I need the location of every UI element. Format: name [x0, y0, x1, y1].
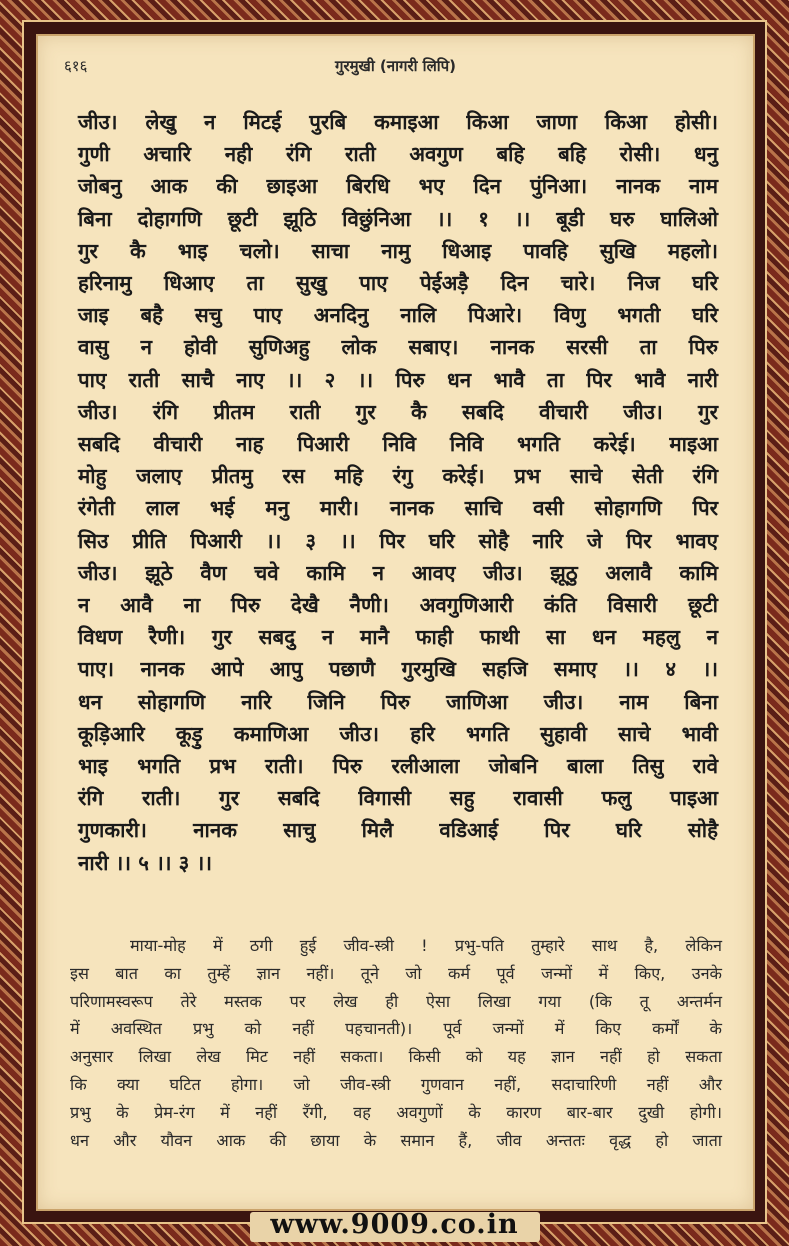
translation-line: में अवस्थित प्रभु को नहीं पहचानती)। पूर्व जन्मों में किए कर्मों के	[70, 1019, 722, 1039]
translation-line: धन और यौवन आक की छाया के समान हैं, जीव अन्ततः वृद्ध हो जाता	[70, 1130, 722, 1150]
page-title: गुरमुखी (नागरी लिपि)	[335, 57, 456, 75]
gurbani-line: जाइ बहै सचु पाए अनदिनु नालि पिआरे। विणु भगती घरि	[78, 303, 718, 328]
gurbani-line: जीउ। रंगि प्रीतम राती गुर कै सबदि वीचारी जीउ। गुर	[78, 399, 718, 424]
gurbani-line: नारी ।। ५ ।। ३ ।।	[78, 850, 213, 875]
gurbani-line: कूड़िआरि कूड़ु कमाणिआ जीउ। हरि भगति सुहावी साचे भावी	[78, 721, 718, 746]
gurbani-text	[78, 106, 718, 879]
gurbani-line: मोहु जलाए प्रीतमु रस महि रंगु करेई। प्रभ साचे सेती रंगि	[78, 464, 718, 489]
gurbani-line: पाए। नानक आपे आपु पछाणै गुरमुखि सहजि समाए ।। ४ ।।	[78, 657, 718, 682]
gurbani-line: गुणकारी। नानक साचु मिलै वडिआई पिर घरि सोहै	[78, 818, 718, 843]
gurbani-line: गुणी अचारि नही रंगि राती अवगुण बहि बहि रोसी। धनु	[78, 142, 718, 167]
gurbani-line: हरिनामु धिआए ता सुखु पाए पेईअड़ै दिन चारे। निज घरि	[78, 271, 718, 296]
page-number: ६१६	[64, 57, 88, 75]
translation-line: कि क्या घटित होगा। जो जीव-स्त्री गुणवान नहीं, सदाचारिणी नहीं और	[70, 1074, 722, 1094]
page-header	[64, 56, 727, 78]
translation-line: प्रभु के प्रेम-रंग में नहीं रँगी, वह अवगुणों के कारण बार-बार दुखी होगी।	[70, 1102, 722, 1122]
translation-line: अनुसार लिखा लेख मिट नहीं सकता। किसी को यह ज्ञान नहीं हो सकता	[70, 1047, 722, 1067]
gurbani-line: सिउ प्रीति पिआरी ।। ३ ।। पिर घरि सोहै नारि जे पिर भावए	[78, 528, 718, 553]
gurbani-line: सबदि वीचारी नाह पिआरी निवि निवि भगति करेई। माइआ	[78, 432, 718, 457]
gurbani-line: धन सोहागणि नारि जिनि पिरु जाणिआ जीउ। नाम बिना	[78, 689, 718, 714]
translation-line: परिणामस्वरूप तेरे मस्तक पर लेख ही ऐसा लिखा गया (कि तू अन्तर्मन	[70, 991, 722, 1011]
gurbani-line: विधण रैणी। गुर सबदु न मानै फाही फाथी सा धन महलु न	[78, 625, 718, 650]
gurbani-line: रंगेती लाल भई मनु मारी। नानक साचि वसी सोहागणि पिर	[78, 496, 718, 521]
gurbani-line: न आवै ना पिरु देखै नैणी। अवगुणिआरी कंति विसारी छूटी	[78, 593, 718, 618]
gurbani-line: रंगि राती। गुर सबदि विगासी सहु रावासी फलु पाइआ	[78, 786, 718, 811]
gurbani-line: पाए राती साचै नाए ।। २ ।। पिरु धन भावै ता पिर भावै नारी	[78, 367, 718, 392]
translation-line: इस बात का तुम्हें ज्ञान नहीं। तूने जो कर्म पूर्व जन्मों में किए, उनके	[70, 963, 722, 983]
gurbani-line: वासु न होवी सुणिअहु लोक सबाए। नानक सरसी ता पिरु	[78, 335, 718, 360]
gurbani-line: जीउ। लेखु न मिटई पुरबि कमाइआ किआ जाणा किआ होसी।	[78, 110, 718, 134]
gurbani-line: गुर कै भाइ चलो। साचा नामु धिआइ पावहि सुखि महलो।	[78, 238, 718, 263]
gurbani-line: जोबनु आक की छाइआ बिरधि भए दिन पुंनिआ। नानक नाम	[78, 174, 718, 199]
scripture-page	[36, 34, 755, 1211]
gurbani-line: भाइ भगति प्रभ राती। पिरु रलीआला जोबनि बाला तिसु रावे	[78, 754, 718, 779]
website-link[interactable]: www.9009.co.in	[270, 1209, 519, 1240]
gurbani-line: बिना दोहागणि छूटी झूठि विछुंनिआ ।। १ ।। बूडी घरु घालिओ	[78, 206, 718, 231]
hindi-translation	[70, 932, 722, 1154]
gurbani-line: जीउ। झूठे वैण चवे कामि न आवए जीउ। झूठु अलावै कामि	[78, 560, 718, 585]
translation-line: माया-मोह में ठगी हुई जीव-स्त्री ! प्रभु-पति तुम्हारे साथ है, लेकिन	[130, 936, 722, 955]
